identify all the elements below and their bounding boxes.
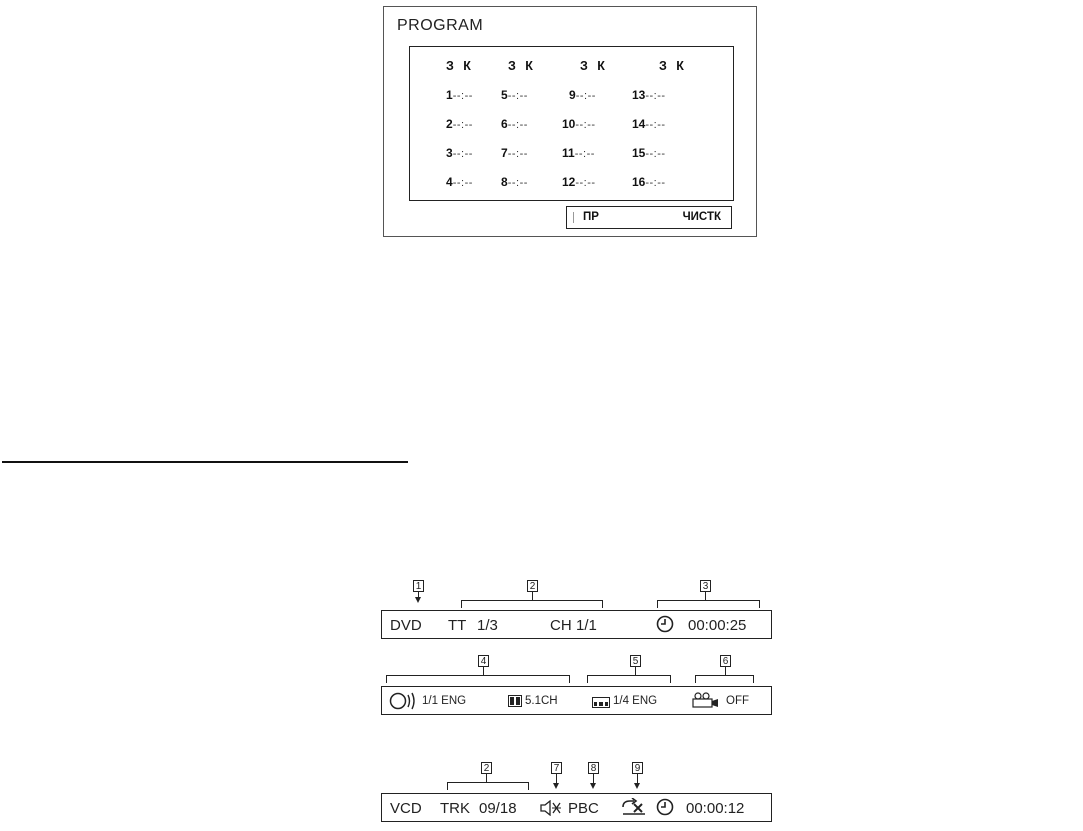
bracket [657, 600, 760, 608]
column-header: З К [580, 59, 608, 73]
audio-info-bar [381, 686, 772, 715]
column-header: З К [659, 59, 687, 73]
callout-label: 2 [527, 580, 538, 592]
dolby-icon [508, 694, 522, 712]
column-header: З К [508, 59, 536, 73]
callout-label: 8 [588, 762, 599, 774]
bracket-stem [635, 667, 636, 675]
program-slot[interactable]: 10--:-- [562, 117, 596, 131]
bracket-stem [725, 667, 726, 675]
callout-arrow-head [634, 783, 640, 789]
play-button[interactable]: ПР [571, 207, 599, 228]
angle-value: OFF [726, 695, 749, 707]
elapsed-time: 00:00:12 [686, 800, 745, 817]
dvd-info-bar [381, 610, 772, 639]
program-slot[interactable]: 2--:-- [446, 117, 473, 131]
mute-speaker-icon [540, 800, 562, 821]
elapsed-time: 00:00:25 [688, 617, 747, 634]
program-slot[interactable]: 9--:-- [569, 88, 596, 102]
clock-icon [656, 798, 674, 821]
program-slot[interactable]: 16--:-- [632, 175, 666, 189]
disc-format: VCD [390, 800, 422, 817]
program-slot[interactable]: 4--:-- [446, 175, 473, 189]
section-divider [2, 461, 408, 463]
program-slot[interactable]: 12--:-- [562, 175, 596, 189]
audio-track-value: 1/1 ENG [422, 695, 467, 707]
audio-channels-value: 5.1CH [525, 695, 558, 707]
program-slot[interactable]: 7--:-- [501, 146, 528, 160]
bracket-stem [705, 592, 706, 600]
program-title: PROGRAM [397, 17, 484, 34]
bracket [461, 600, 603, 608]
program-slot[interactable]: 1--:-- [446, 88, 473, 102]
bracket [587, 675, 671, 683]
clear-button[interactable]: ЧИСТК [682, 211, 721, 223]
pbc-label: PBC [568, 800, 599, 817]
subtitle-icon [592, 695, 610, 713]
program-slot[interactable]: 3--:-- [446, 146, 473, 160]
bracket [695, 675, 754, 683]
chapter-value: 1/1 [576, 617, 597, 634]
callout-label: 2 [481, 762, 492, 774]
callout-label: 6 [720, 655, 731, 667]
program-slot[interactable]: 5--:-- [501, 88, 528, 102]
callout-arrow-head [590, 783, 596, 789]
bracket [386, 675, 570, 683]
bracket-stem [483, 667, 484, 675]
program-slot[interactable]: 11--:-- [562, 146, 595, 160]
program-slot[interactable]: 13--:-- [632, 88, 666, 102]
column-header: З К [446, 59, 474, 73]
program-slot[interactable]: 8--:-- [501, 175, 528, 189]
vcd-info-bar [381, 793, 772, 822]
angle-camera-icon [692, 692, 722, 713]
clock-icon [656, 615, 674, 638]
repeat-off-icon [621, 798, 647, 821]
disc-format: DVD [390, 617, 422, 634]
title-value: 1/3 [477, 617, 498, 634]
audio-icon [389, 691, 419, 716]
track-value: 09/18 [479, 800, 517, 817]
callout-label: 4 [478, 655, 489, 667]
program-slot[interactable]: 6--:-- [501, 117, 528, 131]
callout-label: 3 [700, 580, 711, 592]
track-label: TRK [440, 800, 470, 817]
callout-label: 9 [632, 762, 643, 774]
subtitle-value: 1/4 ENG [613, 695, 658, 707]
program-grid [409, 46, 734, 201]
program-slot[interactable]: 14--:-- [632, 117, 666, 131]
program-slot[interactable]: 15--:-- [632, 146, 666, 160]
program-button-bar [566, 206, 732, 229]
bracket-stem [486, 774, 487, 782]
bracket [447, 782, 529, 790]
chapter-label: CH [550, 617, 572, 634]
callout-label: 5 [630, 655, 641, 667]
callout-arrow-head [553, 783, 559, 789]
callout-arrow-head [415, 597, 421, 603]
program-panel [383, 6, 757, 237]
bracket-stem [532, 592, 533, 600]
callout-label: 7 [551, 762, 562, 774]
title-label: TT [448, 617, 467, 634]
callout-label: 1 [413, 580, 424, 592]
